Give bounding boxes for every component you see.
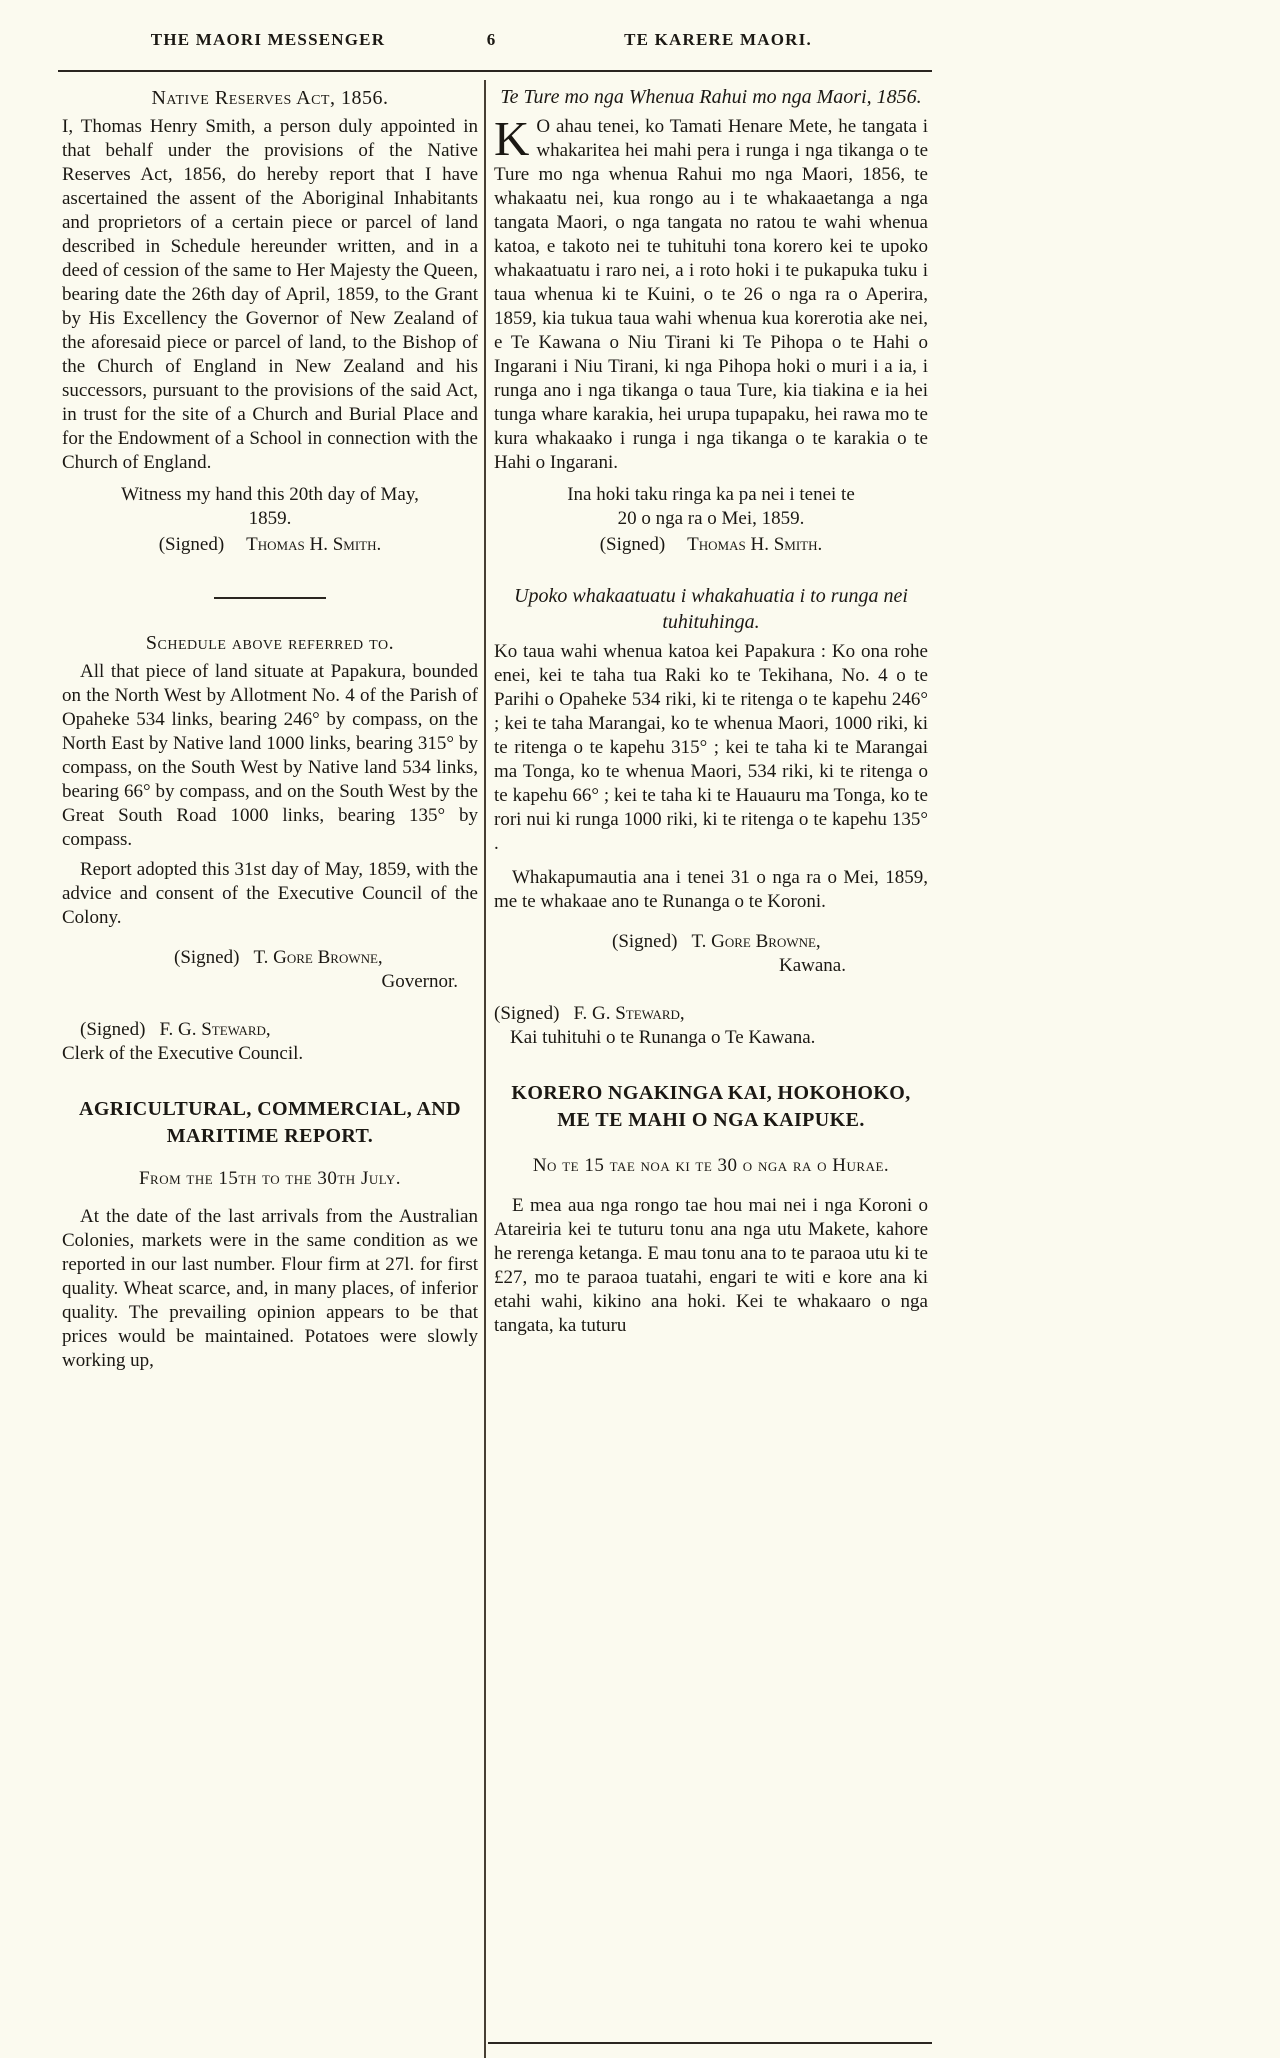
signed-name: T. Gore Browne, [253,947,383,968]
signed-name: F. G. Steward, [573,1003,685,1024]
act-heading: Native Reserves Act, 1856. [151,87,389,109]
act-body: I, Thomas Henry Smith, a person duly appointed in that behalf under the provisions of the Native Reserves Act, 1856, do hereby report that I have ascertained the assent of the Aboriginal Inhabitants and proprietors of a certain piece or parcel of land described in Schedule hereunder written, and in a deed of cession of the same to Her Majesty the Queen, bearing date the 26th day of April, 1859, to the Grant by His Excellency the Governor of New Zealand of the aforesaid piece or parcel of land, to the Bishop of the Church of England in New Zealand and his successors, pursuant to the provisions of the said Act, in trust for the site of a Church and Burial Place and for the Endowment of a School in connection with the Church of England. [62,116,478,473]
signature-smith-english [62,533,478,557]
agricultural-report-heading: AGRICULTURAL, COMMERCIAL, AND MARITIME REPORT. [78,1098,461,1147]
drop-cap-initial: K [494,111,530,166]
signed-name: F. G. Steward, [159,1019,271,1040]
korero-body: E mea aua nga rongo tae hou mai nei i nga Koroni o Atareiria kei te tuturu tonu ana nga utu Makete, kahore he rerenga ketanga. E mau tonu ana to te paraoa utu ki te £27, mo te paraoa tuatahi, engari te witi e kore ana ki etahi wahi, kikino ana hoki. Kei te whakaaro o nga tangata, ka tuturu [494,1195,928,1336]
ture-body: K O ahau tenei, ko Tamati Henare Mete, he tangata i whakaritea hei mahi pera i runga i nga tikanga o te Ture mo nga whenua Rahui mo nga Maori, 1856, te whakaatu nei, kua rongo au i te whakaaetanga a nga tangata Maori, o nga tangata no ratou te wahi whenua katoa, e takoto nei te tuhituhi tona korero kei te upoko whakaatuatu i raro nei, a i roto hoki i te pukapuka tuku i taua whenua ki te Kuini, o te 26 o nga ra o Aperira, 1859, kia tukua taua wahi whenua kua korerotia ake nei, e Te Kawana o Niu Tirani ki Te Pihopa o te Hahi o Ingarani i Niu Tirani, ki nga Pihopa hoki o muri i a ia, i runga ano i nga tikanga o taua Ture, kia tiakina e ia hei tunga whare karakia, hei urupa tupapaku, hei rawa mo te kura whakaako i runga i nga tikanga o te karakia o te Hahi o Ingarani. [494,111,928,473]
signed-title: Kai tuhituhi o te Runanga o Te Kawana. [510,1027,816,1048]
upoko-body: Ko taua wahi whenua katoa kei Papakura : Ko ona rohe enei, kei te taha tua Raki ko te Tekihana, No. 4 o te Parihi o Opaheke 534 riki, ki te ritenga o te kapehu 246° ; kei te taha Marangai, ko te whenua Maori, 1000 riki, ki te ritenga o te kapehu 315° ; kei te taha ki te Marangai ma Tonga, ko te whenua Maori, 534 riki, ki te ritenga o te kapehu 66° ; kei te taha ki te Hauauru ma Tonga, ko te rori nui ki runga 1000 riki, ki te ritenga o te kapehu 135° . [494,641,928,854]
newspaper-title-maori: TE KARERE MAORI. [624,30,812,49]
bottom-rule [488,2042,932,2044]
korero-date-range: No te 15 tae noa ki te 30 o nga ra o Hurae. [532,1155,890,1176]
signed-title: Clerk of the Executive Council. [62,1043,304,1064]
ture-heading: Te Ture mo nga Whenua Rahui mo nga Maori, 1856. [500,86,922,108]
section-divider-rule [214,597,326,599]
witness-line-maori: Ina hoki taku ringa ka pa nei i tenei te 20 o nga ra o Mei, 1859. [567,484,855,529]
report-body: At the date of the last arrivals from the Australian Colonies, markets were in the same condition as we reported in our last number. Flour firm at 27l. for first quality. Wheat scarce, and, in many places, of inferior quality. The prevailing opinion appears to be that prices would be maintained. Potatoes were slowly working up, [62,1205,478,1371]
upoko-heading: Upoko whakaatuatu i whakahuatia i to runga nei tuhituhinga. [514,585,908,633]
schedule-adoption: Report adopted this 31st day of May, 1859, with the advice and consent of the Executive Council of the Colony. [62,859,478,928]
signed-title: Kawana. [779,955,846,976]
signed-label: (Signed) [612,931,678,952]
upoko-adoption: Whakapumautia ana i tenei 31 o nga ra o Mei, 1859, me te whakaae ano te Runanga o te Koroni. [494,867,928,912]
signed-name: Thomas H. Smith. [687,534,823,555]
newspaper-title-english: THE MAORI MESSENGER [150,30,386,49]
signed-label: (Signed) [80,1019,146,1040]
signed-title: Governor. [381,971,458,992]
english-column [62,84,478,1373]
maori-column [494,84,928,1338]
governor-signature-english [62,946,478,994]
schedule-body: All that piece of land situate at Papakura, bounded on the North West by Allotment No. 4 of the Parish of Opaheke 534 links, bearing 246° by compass, on the North East by Native land 1000 links, bearing 315° by compass, on the South West by Native land 534 links, bearing 66° by compass, and on the South West by the Great South Road 1000 links, bearing 135° by compass. [62,661,478,850]
report-date-range: From the 15th to the 30th July. [138,1167,402,1189]
signed-name: Thomas H. Smith. [246,534,382,555]
signed-label: (Signed) [174,947,240,968]
page-header [58,30,932,50]
governor-signature-maori [494,930,928,978]
signed-label: (Signed) [158,534,225,555]
korero-heading: KORERO NGAKINGA KAI, HOKOHOKO, ME TE MAHI O NGA KAIPUKE. [511,1082,911,1131]
signed-label: (Signed) [494,1003,560,1024]
schedule-heading: Schedule above referred to. [145,632,395,654]
signed-name: T. Gore Browne, [691,931,821,952]
signed-label: (Signed) [599,534,666,555]
header-rule [58,70,932,72]
page-number: 6 [486,30,496,49]
column-divider [484,80,486,2058]
signature-smith-maori [494,533,928,557]
clerk-signature-english [62,1018,478,1066]
clerk-signature-maori [494,1002,928,1050]
witness-line-english: Witness my hand this 20th day of May, 1859. [121,484,419,529]
